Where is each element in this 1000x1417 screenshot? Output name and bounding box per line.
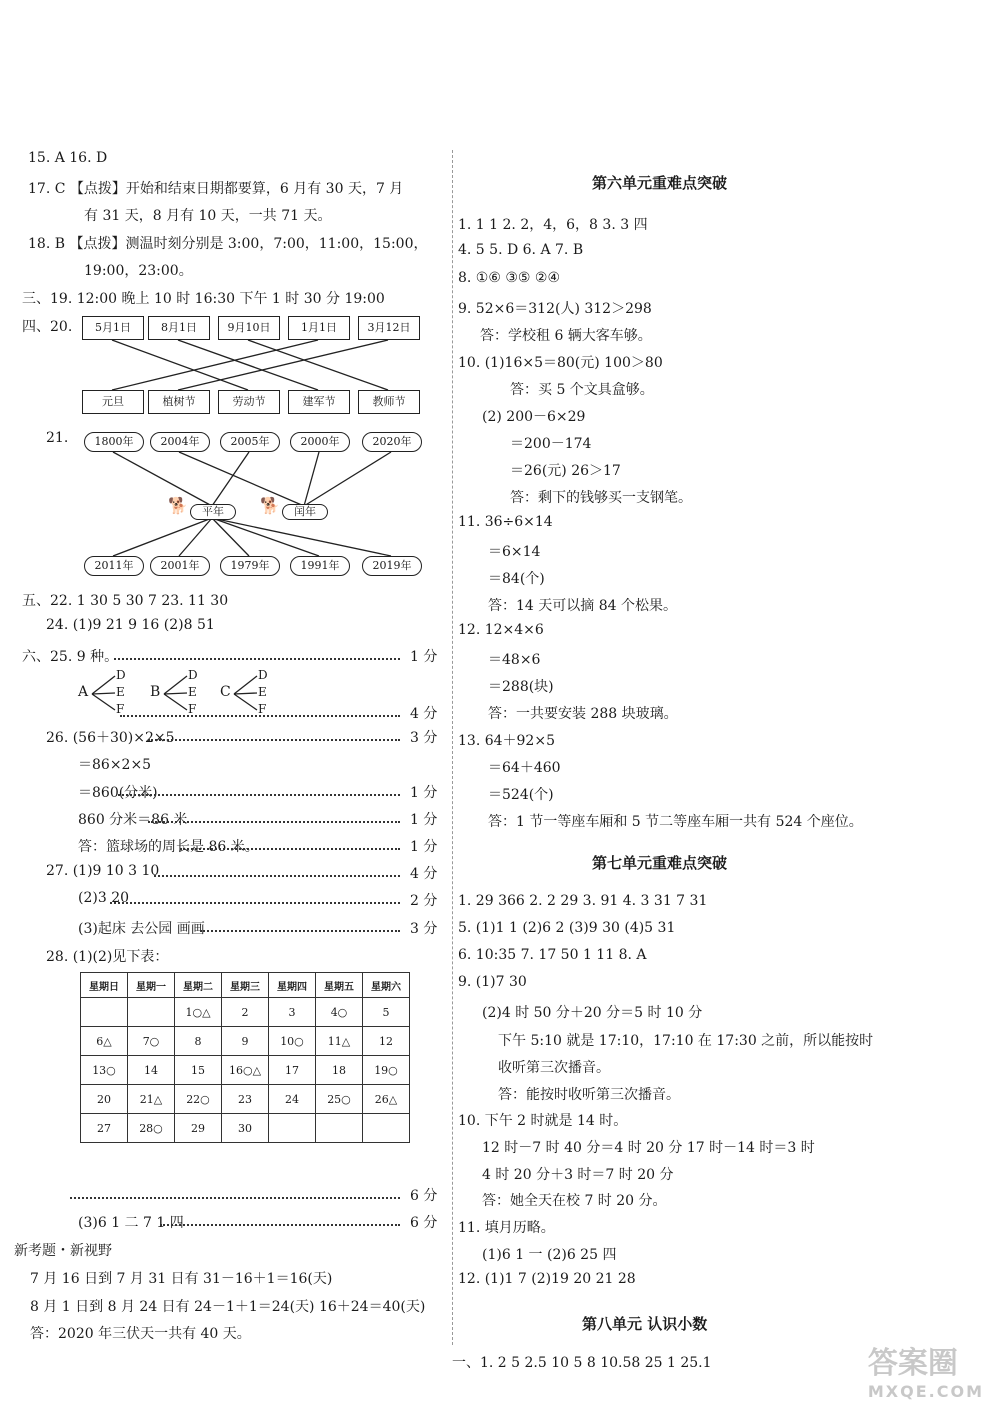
tree-leaf: D xyxy=(188,668,198,682)
tree-root: C xyxy=(220,684,231,700)
tree-leaf: E xyxy=(188,685,197,699)
score-label: 1 分 xyxy=(410,649,438,665)
calendar-cell: 6△ xyxy=(81,1027,128,1056)
calendar-cell: 21△ xyxy=(128,1085,175,1114)
calendar-table xyxy=(80,972,410,1143)
answer-line: 答：2020 年三伏天一共有 40 天。 xyxy=(30,1326,251,1342)
tree-branch xyxy=(92,694,115,710)
calendar-cell: 22○ xyxy=(175,1085,222,1114)
dog-icon: 🐕 xyxy=(260,496,280,515)
match-line xyxy=(112,340,248,390)
answer-line: 4 时 20 分＋3 时＝7 时 20 分 xyxy=(482,1167,674,1183)
answer-line: ＝200－174 xyxy=(510,436,592,452)
year-bone-top: 2005年 xyxy=(220,432,280,452)
calendar-cell: 11△ xyxy=(316,1027,363,1056)
answer-line: (2)4 时 50 分＋20 分＝5 时 10 分 xyxy=(482,1005,703,1021)
calendar-cell: 25○ xyxy=(316,1085,363,1114)
answer-line: 9. (1)7 30 xyxy=(458,974,527,990)
calendar-cell: 8 xyxy=(175,1027,222,1056)
match-line xyxy=(248,340,388,390)
tree-root: B xyxy=(150,684,161,700)
answer-line: 27. (1)9 10 3 10 xyxy=(46,863,160,879)
answer-line: 五、22. 1 30 5 30 7 23. 11 30 xyxy=(22,593,229,609)
score-label: 3 分 xyxy=(410,921,438,937)
answer-line: 18. B 【点拨】测温时刻分别是 3:00，7:00，11:00，15:00， xyxy=(28,236,428,252)
answer-line: (2)3 20 xyxy=(78,890,130,906)
calendar-row xyxy=(81,1085,410,1114)
year-bone-bottom: 1991年 xyxy=(290,556,350,576)
year-bone-top: 2004年 xyxy=(150,432,210,452)
answer-line: 19:00，23:00。 xyxy=(84,263,193,279)
festival-box: 元旦 xyxy=(82,390,144,414)
answer-line: 答：学校租 6 辆大客车够。 xyxy=(480,328,652,344)
tree-leaf: E xyxy=(116,685,125,699)
tree-leaf: E xyxy=(258,685,267,699)
answer-line: 8. ①⑥ ③⑤ ②④ xyxy=(458,270,561,286)
answer-line: 7 月 16 日到 7 月 31 日有 31－16＋1＝16(天) xyxy=(30,1271,333,1287)
year-bone-bottom: 2001年 xyxy=(150,556,210,576)
answer-line: (1)6 1 一 (2)6 25 四 xyxy=(482,1247,617,1263)
answer-line: (2) 200－6×29 xyxy=(482,409,586,425)
answer-line: 六、25. 9 种。 xyxy=(22,649,119,665)
calendar-cell: 13○ xyxy=(81,1056,128,1085)
answer-line: 11. 填月历略。 xyxy=(458,1220,555,1236)
calendar-cell: 20 xyxy=(81,1085,128,1114)
calendar-cell: 26△ xyxy=(363,1085,410,1114)
answer-line: 12 时－7 时 40 分＝4 时 20 分 17 时－14 时＝3 时 xyxy=(482,1140,815,1156)
answer-line: ＝288(块) xyxy=(488,679,554,695)
calendar-cell: 18 xyxy=(316,1056,363,1085)
answer-line: ＝860(分米) xyxy=(78,785,158,801)
calendar-cell: 15 xyxy=(175,1056,222,1085)
answer-line: 答：买 5 个文具盒够。 xyxy=(510,382,654,398)
match-line xyxy=(178,340,318,390)
answer-line: 四、20. xyxy=(22,319,73,335)
calendar-cell: 29 xyxy=(175,1114,222,1143)
calendar-cell: 1○△ xyxy=(175,998,222,1027)
date-box: 5月1日 xyxy=(82,316,144,340)
watermark-logo: 答案圈 xyxy=(867,1346,958,1381)
calendar-cell: 28○ xyxy=(128,1114,175,1143)
calendar-cell: 12 xyxy=(363,1027,410,1056)
tree-leaf: F xyxy=(188,702,197,716)
answer-line: 答：剩下的钱够买一支钢笔。 xyxy=(510,490,692,506)
calendar-cell: 5 xyxy=(363,998,410,1027)
answer-line: 15. A 16. D xyxy=(28,150,108,166)
answer-line: ＝524(个) xyxy=(488,787,554,803)
tree-branch xyxy=(234,693,257,694)
answer-line: 12. (1)1 7 (2)19 20 21 28 xyxy=(458,1271,636,1287)
answer-line: 13. 64＋92×5 xyxy=(458,733,555,749)
answer-line: 1. 29 366 2. 2 29 3. 91 4. 3 31 7 31 xyxy=(458,893,708,909)
calendar-cell xyxy=(269,1114,316,1143)
classify-line xyxy=(113,518,212,556)
score-label: 6 分 xyxy=(410,1215,438,1231)
answer-line: 答：能按时收听第三次播音。 xyxy=(498,1087,680,1103)
year-bone-bottom: 2011年 xyxy=(84,556,144,576)
calendar-header-row xyxy=(81,973,410,998)
year-bone-top: 2020年 xyxy=(362,432,422,452)
score-label: 1 分 xyxy=(410,785,438,801)
weekday-header: 星期一 xyxy=(128,973,175,998)
calendar-cell: 27 xyxy=(81,1114,128,1143)
tree-leaf: D xyxy=(258,668,268,682)
answer-line: 10. 下午 2 时就是 14 时。 xyxy=(458,1113,628,1129)
calendar-cell: 3 xyxy=(269,998,316,1027)
answer-line: (3)6 1 二 7 1 四 xyxy=(78,1215,184,1231)
calendar-cell: 7○ xyxy=(128,1027,175,1056)
calendar-cell: 10○ xyxy=(269,1027,316,1056)
answer-line: 12. 12×4×6 xyxy=(458,622,544,638)
section-title: 第八单元 认识小数 xyxy=(582,1315,708,1333)
score-label: 3 分 xyxy=(410,730,438,746)
tree-branch xyxy=(234,676,257,694)
year-bone-bottom: 1979年 xyxy=(220,556,280,576)
tree-branch xyxy=(92,693,115,694)
date-box: 3月12日 xyxy=(358,316,420,340)
answer-line: 有 31 天，8 月有 10 天，一共 71 天。 xyxy=(84,208,332,224)
answer-line: 答：1 节一等座车厢和 5 节二等座车厢一共有 524 个座位。 xyxy=(488,814,863,830)
weekday-header: 星期三 xyxy=(222,973,269,998)
answer-line: 答：篮球场的周长是 86 米。 xyxy=(78,839,259,855)
calendar-row xyxy=(81,998,410,1027)
weekday-header: 星期二 xyxy=(175,973,222,998)
tree-leaf: F xyxy=(258,702,267,716)
answer-line: 收听第三次播音。 xyxy=(498,1060,610,1076)
answer-line: 860 分米＝86 米 xyxy=(78,812,188,828)
answer-line: 6. 10:35 7. 17 50 1 11 8. A xyxy=(458,947,647,963)
score-label: 4 分 xyxy=(410,866,438,882)
watermark xyxy=(868,1338,984,1401)
tree-branch xyxy=(92,676,115,694)
answer-line: ＝64＋460 xyxy=(488,760,561,776)
dog-icon: 🐕 xyxy=(168,496,188,515)
score-label: 1 分 xyxy=(410,812,438,828)
tree-branch xyxy=(164,693,187,694)
tree-leaf: F xyxy=(116,702,125,716)
calendar-cell: 30 xyxy=(222,1114,269,1143)
calendar-cell: 19○ xyxy=(363,1056,410,1085)
calendar-cell: 17 xyxy=(269,1056,316,1085)
tree-root: A xyxy=(78,684,89,700)
answer-line: 答：14 天可以摘 84 个松果。 xyxy=(488,598,677,614)
weekday-header: 星期日 xyxy=(81,973,128,998)
answer-line: 26. (56＋30)×2×5 xyxy=(46,730,175,746)
tree-branch xyxy=(164,694,187,710)
answer-line: ＝84(个) xyxy=(488,571,545,587)
weekday-header: 星期六 xyxy=(363,973,410,998)
answer-line: 答：她全天在校 7 时 20 分。 xyxy=(482,1193,667,1209)
calendar-row xyxy=(81,1056,410,1085)
calendar-cell xyxy=(128,998,175,1027)
tree-branch xyxy=(164,676,187,694)
calendar-row xyxy=(81,1114,410,1143)
answer-line: ＝86×2×5 xyxy=(78,757,152,773)
festival-box: 植树节 xyxy=(148,390,210,414)
section-title: 第六单元重难点突破 xyxy=(592,174,728,192)
date-box: 8月1日 xyxy=(148,316,210,340)
date-box: 1月1日 xyxy=(288,316,350,340)
festival-box: 建军节 xyxy=(288,390,350,414)
answer-line: 答：一共要安装 288 块玻璃。 xyxy=(488,706,678,722)
score-label: 4 分 xyxy=(410,706,438,722)
answer-line: 10. (1)16×5＝80(元) 100＞80 xyxy=(458,355,663,371)
answer-line: 4. 5 5. D 6. A 7. B xyxy=(458,242,584,258)
festival-box: 劳动节 xyxy=(218,390,280,414)
calendar-cell: 9 xyxy=(222,1027,269,1056)
calendar-cell xyxy=(363,1114,410,1143)
calendar-cell xyxy=(316,1114,363,1143)
weekday-header: 星期四 xyxy=(269,973,316,998)
section-title: 第七单元重难点突破 xyxy=(592,854,728,872)
answer-line: ＝6×14 xyxy=(488,544,541,560)
answer-line: 21. xyxy=(46,430,69,446)
weekday-header: 星期五 xyxy=(316,973,363,998)
match-line xyxy=(112,340,318,390)
answer-line: 5. (1)1 1 (2)6 2 (3)9 30 (4)5 31 xyxy=(458,920,676,936)
classify-line xyxy=(212,452,249,506)
calendar-cell: 4○ xyxy=(316,998,363,1027)
leap-label: 平年 xyxy=(190,504,236,520)
calendar-cell: 23 xyxy=(222,1085,269,1114)
answer-line: 8 月 1 日到 8 月 24 日有 24－1＋1＝24(天) 16＋24＝40(天) xyxy=(30,1299,426,1315)
watermark-url: MXQE.COM xyxy=(867,1382,984,1401)
answer-line: 三、19. 12:00 晚上 10 时 16:30 下午 1 时 30 分 19:00 xyxy=(22,291,385,307)
score-label: 6 分 xyxy=(410,1188,438,1204)
answer-line: ＝48×6 xyxy=(488,652,541,668)
answer-line: 28. (1)(2)见下表： xyxy=(46,949,169,965)
answer-line: 24. (1)9 21 9 16 (2)8 51 xyxy=(46,617,215,633)
answer-line: 9. 52×6＝312(人) 312＞298 xyxy=(458,301,652,317)
tree-leaf: D xyxy=(116,668,126,682)
date-box: 9月10日 xyxy=(218,316,280,340)
leap-label: 闰年 xyxy=(282,504,328,520)
calendar-row xyxy=(81,1027,410,1056)
tree-branch xyxy=(234,694,257,710)
calendar-cell xyxy=(81,998,128,1027)
answer-line: 新考题・新视野 xyxy=(14,1243,112,1259)
answer-line: 11. 36÷6×14 xyxy=(458,514,553,530)
answer-line: 一、1. 2 5 2.5 10 5 8 10.58 25 1 25.1 xyxy=(452,1355,712,1371)
score-label: 2 分 xyxy=(410,893,438,909)
classify-line xyxy=(212,518,249,556)
calendar-cell: 24 xyxy=(269,1085,316,1114)
answer-line: 1. 1 1 2. 2，4，6，8 3. 3 四 xyxy=(458,217,648,233)
year-bone-top: 2000年 xyxy=(290,432,350,452)
answer-line: ＝26(元) 26＞17 xyxy=(510,463,621,479)
answer-line: 下午 5:10 就是 17:10，17:10 在 17:30 之前，所以能按时 xyxy=(498,1033,874,1049)
year-bone-bottom: 2019年 xyxy=(362,556,422,576)
festival-box: 教师节 xyxy=(358,390,420,414)
score-label: 1 分 xyxy=(410,839,438,855)
calendar-cell: 14 xyxy=(128,1056,175,1085)
year-bone-top: 1800年 xyxy=(84,432,144,452)
calendar-cell: 2 xyxy=(222,998,269,1027)
calendar-cell: 16○△ xyxy=(222,1056,269,1085)
answer-line: 17. C 【点拨】开始和结束日期都要算，6 月有 30 天，7 月 xyxy=(28,181,404,197)
answer-line: (3)起床 去公园 画画 xyxy=(78,921,205,937)
match-line xyxy=(178,340,388,390)
